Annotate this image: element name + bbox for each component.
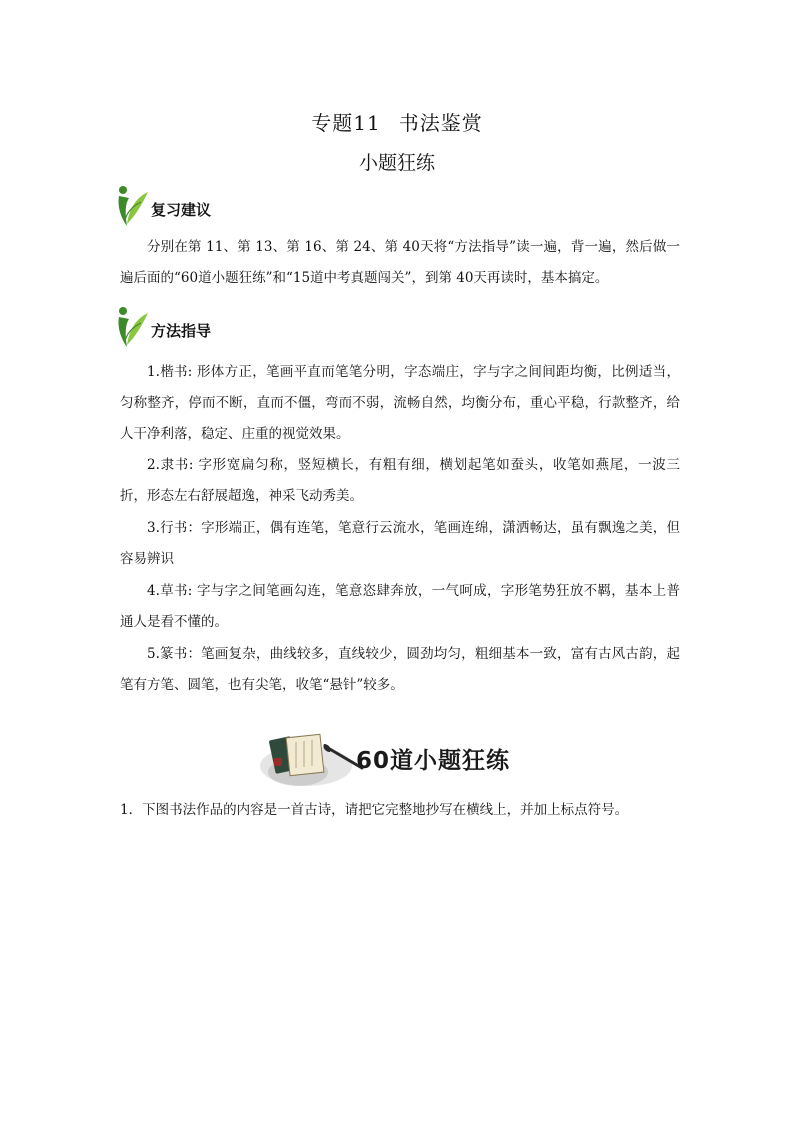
review-text: 分别在第 11、第 13、第 16、第 24、第 40天将“方法指导”读一遍，背一遍，然后做一遍后面的“60道小题狂练”和“15道中考真题闯关”，到第 40天再读时，基本搞定。: [120, 239, 680, 286]
topic-name: 书法鉴赏: [398, 111, 483, 135]
method-item-xingshu: 3.行书：字形端正，偶有连笔，笔意行云流水，笔画连绵，潇洒畅达，虽有飘逸之美，但容易辨识: [120, 520, 680, 567]
page-title: [0, 107, 794, 136]
review-heading-label: 复习建议: [151, 200, 212, 219]
method-heading-label: 方法指导: [151, 321, 212, 340]
page-subtitle: 小题狂练: [358, 152, 435, 174]
question-1: 1．下图书法作品的内容是一首古诗，请把它完整地抄写在横线上，并加上标点符号。: [120, 802, 629, 818]
method-item-caoshu: 4.草书: 字与字之间笔画勾连，笔意恣肆奔放，一气呵成，字形笔势狂放不羁，基本上普通人是看不懂的。: [120, 583, 680, 630]
method-item-kaishu: 1.楷书: 形体方正，笔画平直而笔笔分明，字态端庄，字与字之间间距均衡，比例适当，匀称整齐，停而不断，直而不僵，弯而不弱，流畅自然，均衡分布，重心平稳，行款整齐，给人干净利落，稳定、庄重的视觉效果。: [120, 364, 680, 442]
topic-number: 专题11: [311, 111, 381, 135]
practice-banner-title: 60道小题狂练: [356, 748, 511, 774]
method-section-heading: [115, 305, 211, 349]
leaf-person-icon: [115, 305, 149, 349]
leaf-person-icon: [115, 184, 149, 228]
method-item-zhuanshu: 5.篆书：笔画复杂，曲线较多，直线较少，圆劲均匀，粗细基本一致，富有古风古韵，起笔有方笔、圆笔，也有尖笔，收笔“悬针”较多。: [120, 646, 680, 693]
review-section-heading: [115, 184, 211, 228]
book-brush-icon: [258, 728, 368, 790]
method-item-lishu: 2.隶书: 字形宽扁匀称，竖短横长，有粗有细，横划起笔如蚕头，收笔如燕尾，一波三折，形态左右舒展超逸，神采飞动秀美。: [120, 457, 680, 504]
practice-banner: [258, 728, 538, 790]
